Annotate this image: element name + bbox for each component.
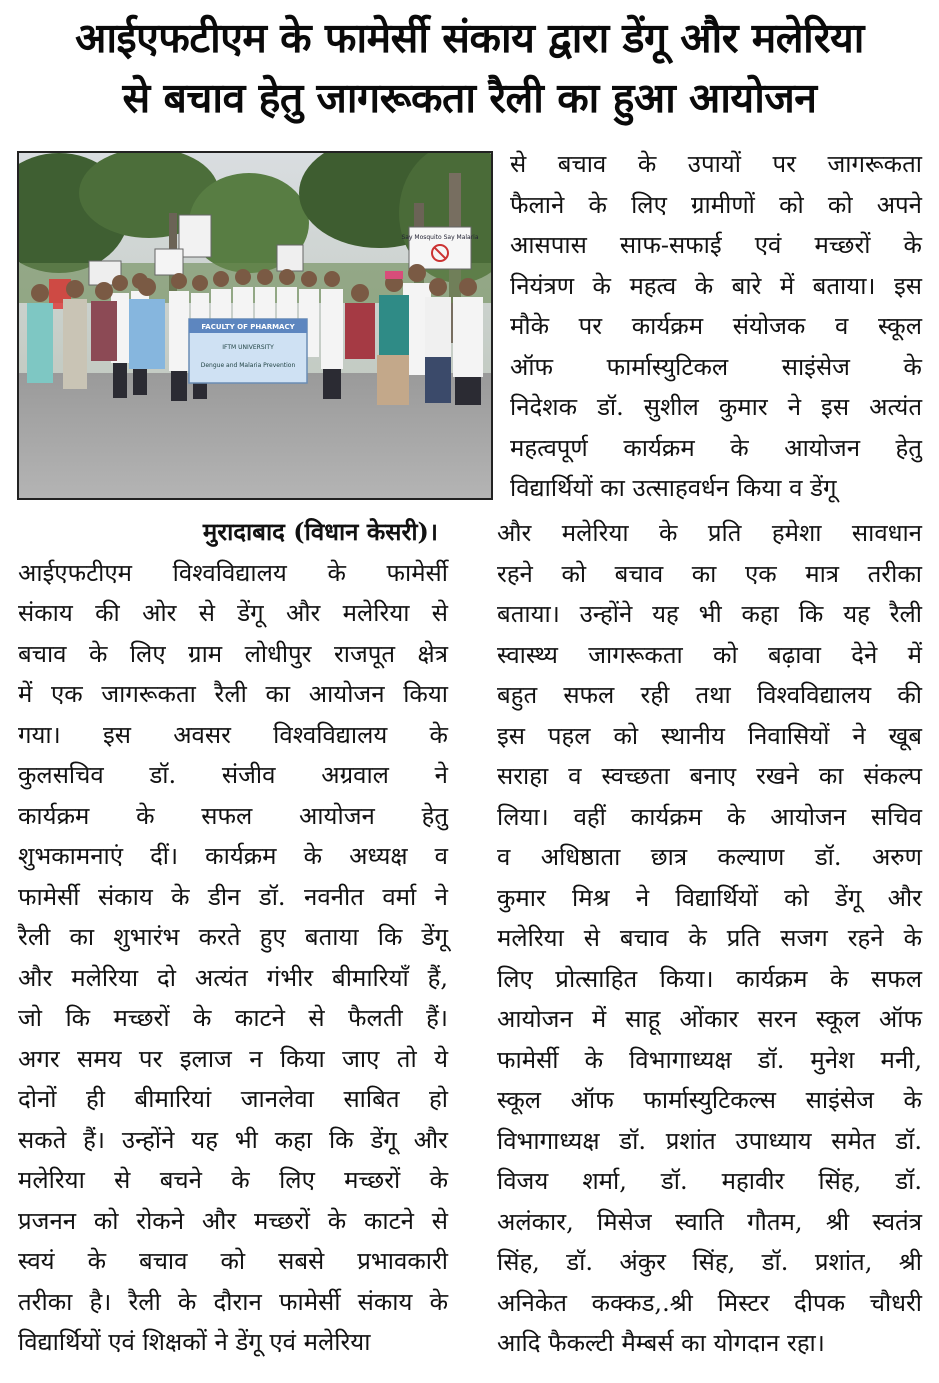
article-line: गया। इस अवसर विश्वविद्यालय के: [18, 720, 448, 749]
article-column-right: [497, 513, 922, 1364]
banner-line-2: Dengue and Malaria Prevention: [200, 362, 296, 369]
article-line: सराहा व स्वच्छता बनाए रखने का संकल्प: [497, 762, 922, 790]
article-line: विद्यार्थियों का उत्साहवर्धन किया व डेंगू: [510, 474, 837, 502]
article-line: फामेर्सी संकाय के डीन डॉ. नवनीत वर्मा ने: [18, 882, 448, 911]
article-line: विद्यार्थियों एवं शिक्षकों ने डेंगू एवं मलेरिया: [18, 1328, 371, 1356]
article-line: विभागाध्यक्ष डॉ. प्रशांत उपाध्याय समेत डॉ.: [497, 1126, 922, 1155]
article-line: शुभकामनाएं दीं। कार्यक्रम के अध्यक्ष व: [18, 842, 448, 870]
article-line: अनिकेत कक्कड,.श्री मिस्टर दीपक चौधरी: [497, 1288, 922, 1317]
article-line: स्वयं के बचाव को सबसे प्रभावकारी: [18, 1247, 448, 1275]
article-line: आयोजन में साहू ओंकार सरन स्कूल ऑफ: [497, 1005, 922, 1033]
article-line: में एक जागरूकता रैली का आयोजन किया: [18, 680, 448, 708]
article-line: मलेरिया से बचने के लिए मच्छरों के: [18, 1166, 448, 1194]
article-line: संकाय की ओर से डेंगू और मलेरिया से: [18, 599, 448, 627]
article-line: रहने को बचाव का एक मात्र तरीका: [497, 559, 922, 588]
article-line: सिंह, डॉ. अंकुर सिंह, डॉ. प्रशांत, श्री: [497, 1248, 922, 1276]
article-line: मलेरिया से बचाव के प्रति सजग रहने के: [497, 924, 922, 952]
road: [19, 373, 491, 498]
article-line: कुलसचिव डॉ. संजीव अग्रवाल ने: [18, 761, 448, 789]
article-line: आईएफटीएम विश्वविद्यालय के फामेर्सी: [18, 558, 448, 587]
article-line: मौके पर कार्यक्रम संयोजक व स्कूल: [510, 312, 922, 340]
person-teal: [27, 303, 53, 383]
dateline: मुरादाबाद (विधान केसरी)।: [202, 517, 438, 546]
article-line: स्कूल ऑफ फार्मास्युटिकल्स साइंसेज के: [497, 1086, 922, 1114]
article-line: इस पहल को स्थानीय निवासियों ने खूब: [497, 721, 922, 750]
headline-line-2: से बचाव हेतु जागरूकता रैली का हुआ आयोजन: [122, 74, 817, 122]
article-line: सकते हैं। उन्होंने यह भी कहा कि डेंगू और: [18, 1125, 448, 1154]
article-line: फामेर्सी के विभागाध्यक्ष डॉ. मुनेश मनी,: [497, 1045, 922, 1074]
article-column-left: [18, 512, 448, 1363]
banner-line-1: IFTM UNIVERSITY: [222, 344, 274, 351]
article-line: से बचाव के उपायों पर जागरूकता: [510, 150, 922, 178]
article-line: कुमार मिश्र ने विद्यार्थियों को डेंगू और: [497, 883, 922, 912]
headline-line-1: आईएफटीएम के फामेर्सी संकाय द्वारा डेंगू और मलेरिया: [75, 14, 864, 62]
banner: [189, 319, 307, 383]
article-line: बचाव के लिए ग्राम लोधीपुर राजपूत क्षेत्र: [18, 639, 448, 668]
rally-photo: [17, 151, 493, 500]
article-line: महत्वपूर्ण कार्यक्रम के आयोजन हेतु: [510, 433, 922, 462]
article-line: आदि फैकल्टी मैम्बर्स का योगदान रहा।: [497, 1329, 825, 1357]
article-line: और मलेरिया दो अत्यंत गंभीर बीमारियाँ हैं,: [18, 963, 448, 992]
article-line: नियंत्रण के महत्व के बारे में बताया। इस: [510, 271, 922, 300]
placard-text: Say Mosquito Say Malaria: [401, 234, 479, 241]
article-line: बताया। उन्होंने यह भी कहा कि यह रैली: [497, 600, 922, 628]
article-line: बहुत सफल रही तथा विश्वविद्यालय की: [497, 681, 922, 709]
article-line: तरीका है। रैली के दौरान फामेर्सी संकाय के: [18, 1287, 448, 1316]
headline: [0, 8, 939, 128]
article-line: व अधिष्ठाता छात्र कल्याण डॉ. अरुण: [497, 843, 922, 871]
article-line: जो कि मच्छरों के काटने से फैलती हैं।: [18, 1004, 448, 1032]
rally-photo-illustration: [19, 153, 491, 498]
article-line: विजय शर्मा, डॉ. महावीर सिंह, डॉ.: [497, 1167, 922, 1195]
article-line: आसपास साफ-सफाई एवं मच्छरों के: [510, 231, 922, 259]
article-line: दोनों ही बीमारियां जानलेवा साबित हो: [18, 1085, 448, 1113]
article-line: कार्यक्रम के सफल आयोजन हेतु: [18, 801, 448, 830]
article-line: फैलाने के लिए ग्रामीणों को को अपने: [510, 190, 922, 219]
article-line: रैली का शुभारंभ करते हुए बताया कि डेंगू: [18, 923, 448, 951]
article-line: अलंकार, मिसेज स्वाति गौतम, श्री स्वतंत्र: [497, 1207, 922, 1236]
article-line: ऑफ फार्मास्युटिकल साइंसेज के: [510, 352, 922, 381]
article-line: प्रजनन को रोकने और मच्छरों के काटने से: [18, 1206, 448, 1235]
article-line: और मलेरिया के प्रति हमेशा सावधान: [497, 519, 922, 547]
article-line: अगर समय पर इलाज न किया जाए तो ये: [18, 1044, 448, 1073]
article-line: लिया। वहीं कार्यक्रम के आयोजन सचिव: [497, 802, 922, 831]
article-line: निदेशक डॉ. सुशील कुमार ने इस अत्यंत: [510, 393, 922, 421]
article-column-right-top: [510, 144, 922, 509]
article-line: स्वास्थ्य जागरूकता को बढ़ावा देने में: [497, 640, 922, 669]
banner-title: FACULTY OF PHARMACY: [201, 323, 295, 331]
article-line: लिए प्रोत्साहित किया। कार्यक्रम के सफल: [497, 964, 922, 993]
